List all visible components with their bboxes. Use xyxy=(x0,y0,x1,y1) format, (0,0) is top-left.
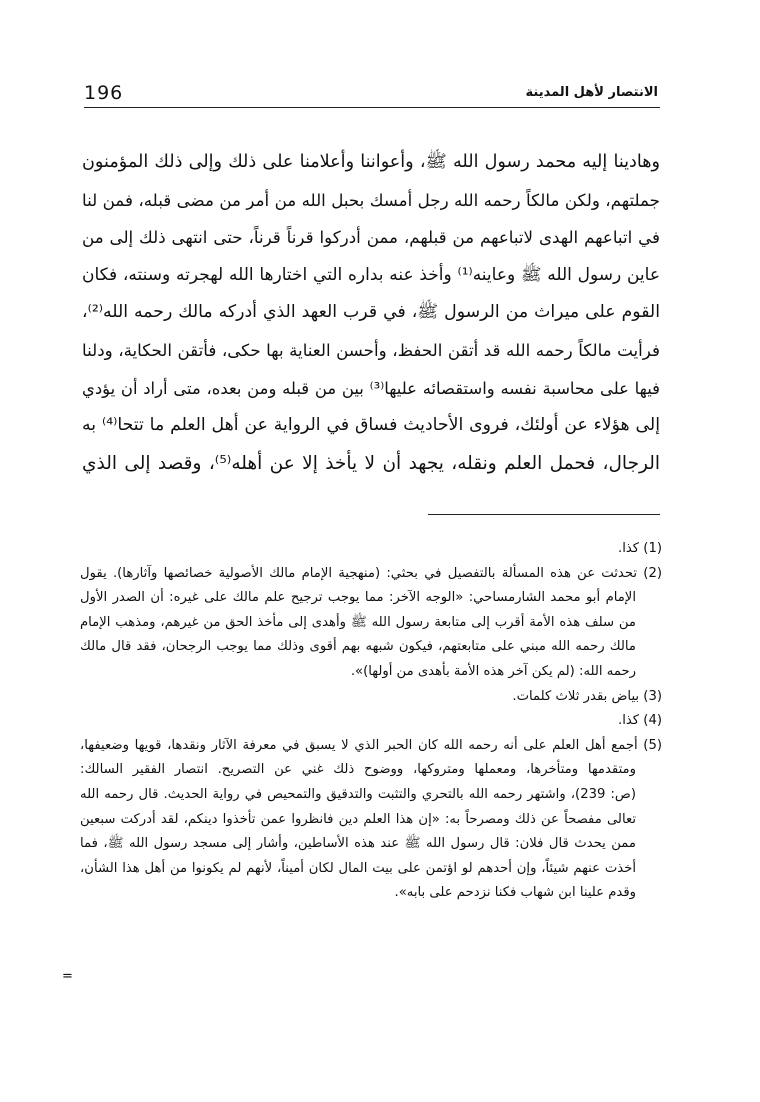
main-text xyxy=(82,144,660,482)
footnote-text: بياض بقدر ثلاث كلمات. xyxy=(512,688,640,704)
main-text-line: جملتهم، ولكن مالكاً رحمه الله رجل أمسك بحبل الله من أمر من مضى قبله، فمن لنا xyxy=(82,189,660,210)
footnote-text: تعالى مفصحاً عن ذلك ومصرحاً به: «إن هذا العلم دين فانظروا عمن تأخذوا دينكم، لقد أدركت سبعين xyxy=(80,811,636,827)
footnote-1 xyxy=(80,537,662,562)
running-header xyxy=(84,82,658,106)
footnote-text: ومتقدمها ومتأخرها، ومعملها ومتروكها، ووضوح ذلك غني عن التصريح. انتصار الفقير السالك: xyxy=(80,762,636,778)
footnote-text: من سلف هذه الأمة أقرب إلى متابعة رسول الله ﷺ وأهدى إلى مأخذ الحق من غيرهم، ومذهب الإمام xyxy=(80,614,636,630)
footnote-text: كذا. xyxy=(618,713,640,729)
footnote-3 xyxy=(80,685,662,710)
footnote-text: (ص: 239)، واشتهر رحمه الله بالتحري والتثبت والتدقيق والتمحيص في رواية الحديث. قال رحمه الله xyxy=(80,786,636,802)
footnote-text: ممن يحدث قال فلان: قال رسول الله ﷺ عند هذه الأساطين، وأشار إلى مسجد رسول الله ﷺ، فما xyxy=(80,836,636,852)
footnote-5 xyxy=(80,734,662,759)
main-text-line: عاين رسول الله ﷺ وعاينه⁽¹⁾ وأخذ عنه بداره التي اختارها الله لهجرته وسنته، فكان xyxy=(82,264,660,285)
footnote-separator xyxy=(428,514,660,515)
main-text-line: فرأيت مالكاً رحمه الله قد أتقن الحفظ، وأحسن العناية بها حكى، فأتقن الحكاية، ودلنا xyxy=(82,339,660,360)
page-number: 196 xyxy=(84,82,124,104)
footnote-4 xyxy=(80,709,662,734)
main-text-line: وهادينا إليه محمد رسول الله ﷺ، وأعواننا وأعلامنا على ذلك وإلى ذلك المؤمنون xyxy=(82,152,660,172)
main-text-line: الرجال، فحمل العلم ونقله، يجهد أن لا يأخذ إلا عن أهله⁽⁵⁾، وقصد إلى الذي xyxy=(82,452,660,474)
main-text-line: فيها على محاسبة نفسه واستقصائه عليها⁽³⁾ بين من قبله ومن بعده، متى أراد أن يؤدي xyxy=(82,378,660,398)
footnote-text: رحمه الله: (لم يكن آخر هذه الأمة بأهدى من أولها)». xyxy=(350,663,636,679)
footnote-number: (1) xyxy=(643,541,662,556)
footnote-text: أجمع أهل العلم على أنه رحمه الله كان الحبر الذي لا يسبق في معرفة الآثار ونقدها، قويها وضعيفها، xyxy=(80,737,638,753)
main-text-line: إلى هؤلاء عن أولئك، فروى الأحاديث فساق في الرواية عن أهل العلم ما تتحا⁽⁴⁾ به xyxy=(82,415,660,436)
footnotes xyxy=(80,537,662,906)
footnote-text: وقدم علينا ابن شهاب فكنا نزدحم على بابه». xyxy=(394,885,636,901)
footnote-number: (4) xyxy=(643,713,662,729)
main-text-line: في اتباعهم الهدى لاتباعهم من قبلهم، ممن أدركوا قرناً قرناً، حتى انتهى ذلك إلى من xyxy=(82,227,660,248)
footnote-text: مالك رحمه الله مبني على متابعتهم، فيكون شبهه بهم أقوى وذلك مما يوجب الرجحان، فقد قال مالك xyxy=(80,639,636,655)
header-rule xyxy=(84,107,660,108)
footnote-number: (5) xyxy=(643,737,662,753)
footnote-text: أخذت عنهم شيئاً، وإن أحدهم لو اؤتمن على بيت المال لكان أميناً، لأنهم لم يكونوا من أهل هذا الشأن، xyxy=(80,860,636,876)
running-title: الانتصار لأهل المدينة xyxy=(525,85,658,100)
footnote-2 xyxy=(80,562,662,587)
footnote-text: الإمام أبو محمد الشارمساحي: «الوجه الآخر: مما يوجب ترجيح علم مالك على غيره: أن الصدر الأول xyxy=(80,590,636,606)
footnote-number: (2) xyxy=(643,565,662,581)
continuation-marker: = xyxy=(62,969,73,984)
footnote-number: (3) xyxy=(643,688,662,704)
footnote-text: كذا. xyxy=(618,541,640,556)
main-text-line: القوم على ميراث من الرسول ﷺ، في قرب العهد الذي أدركه مالك رحمه الله⁽²⁾، xyxy=(82,302,660,323)
footnote-text: تحدثت عن هذه المسألة بالتفصيل في بحثي: (منهجية الإمام مالك الأصولية خصائصها وآثارها). يقول xyxy=(80,565,638,581)
